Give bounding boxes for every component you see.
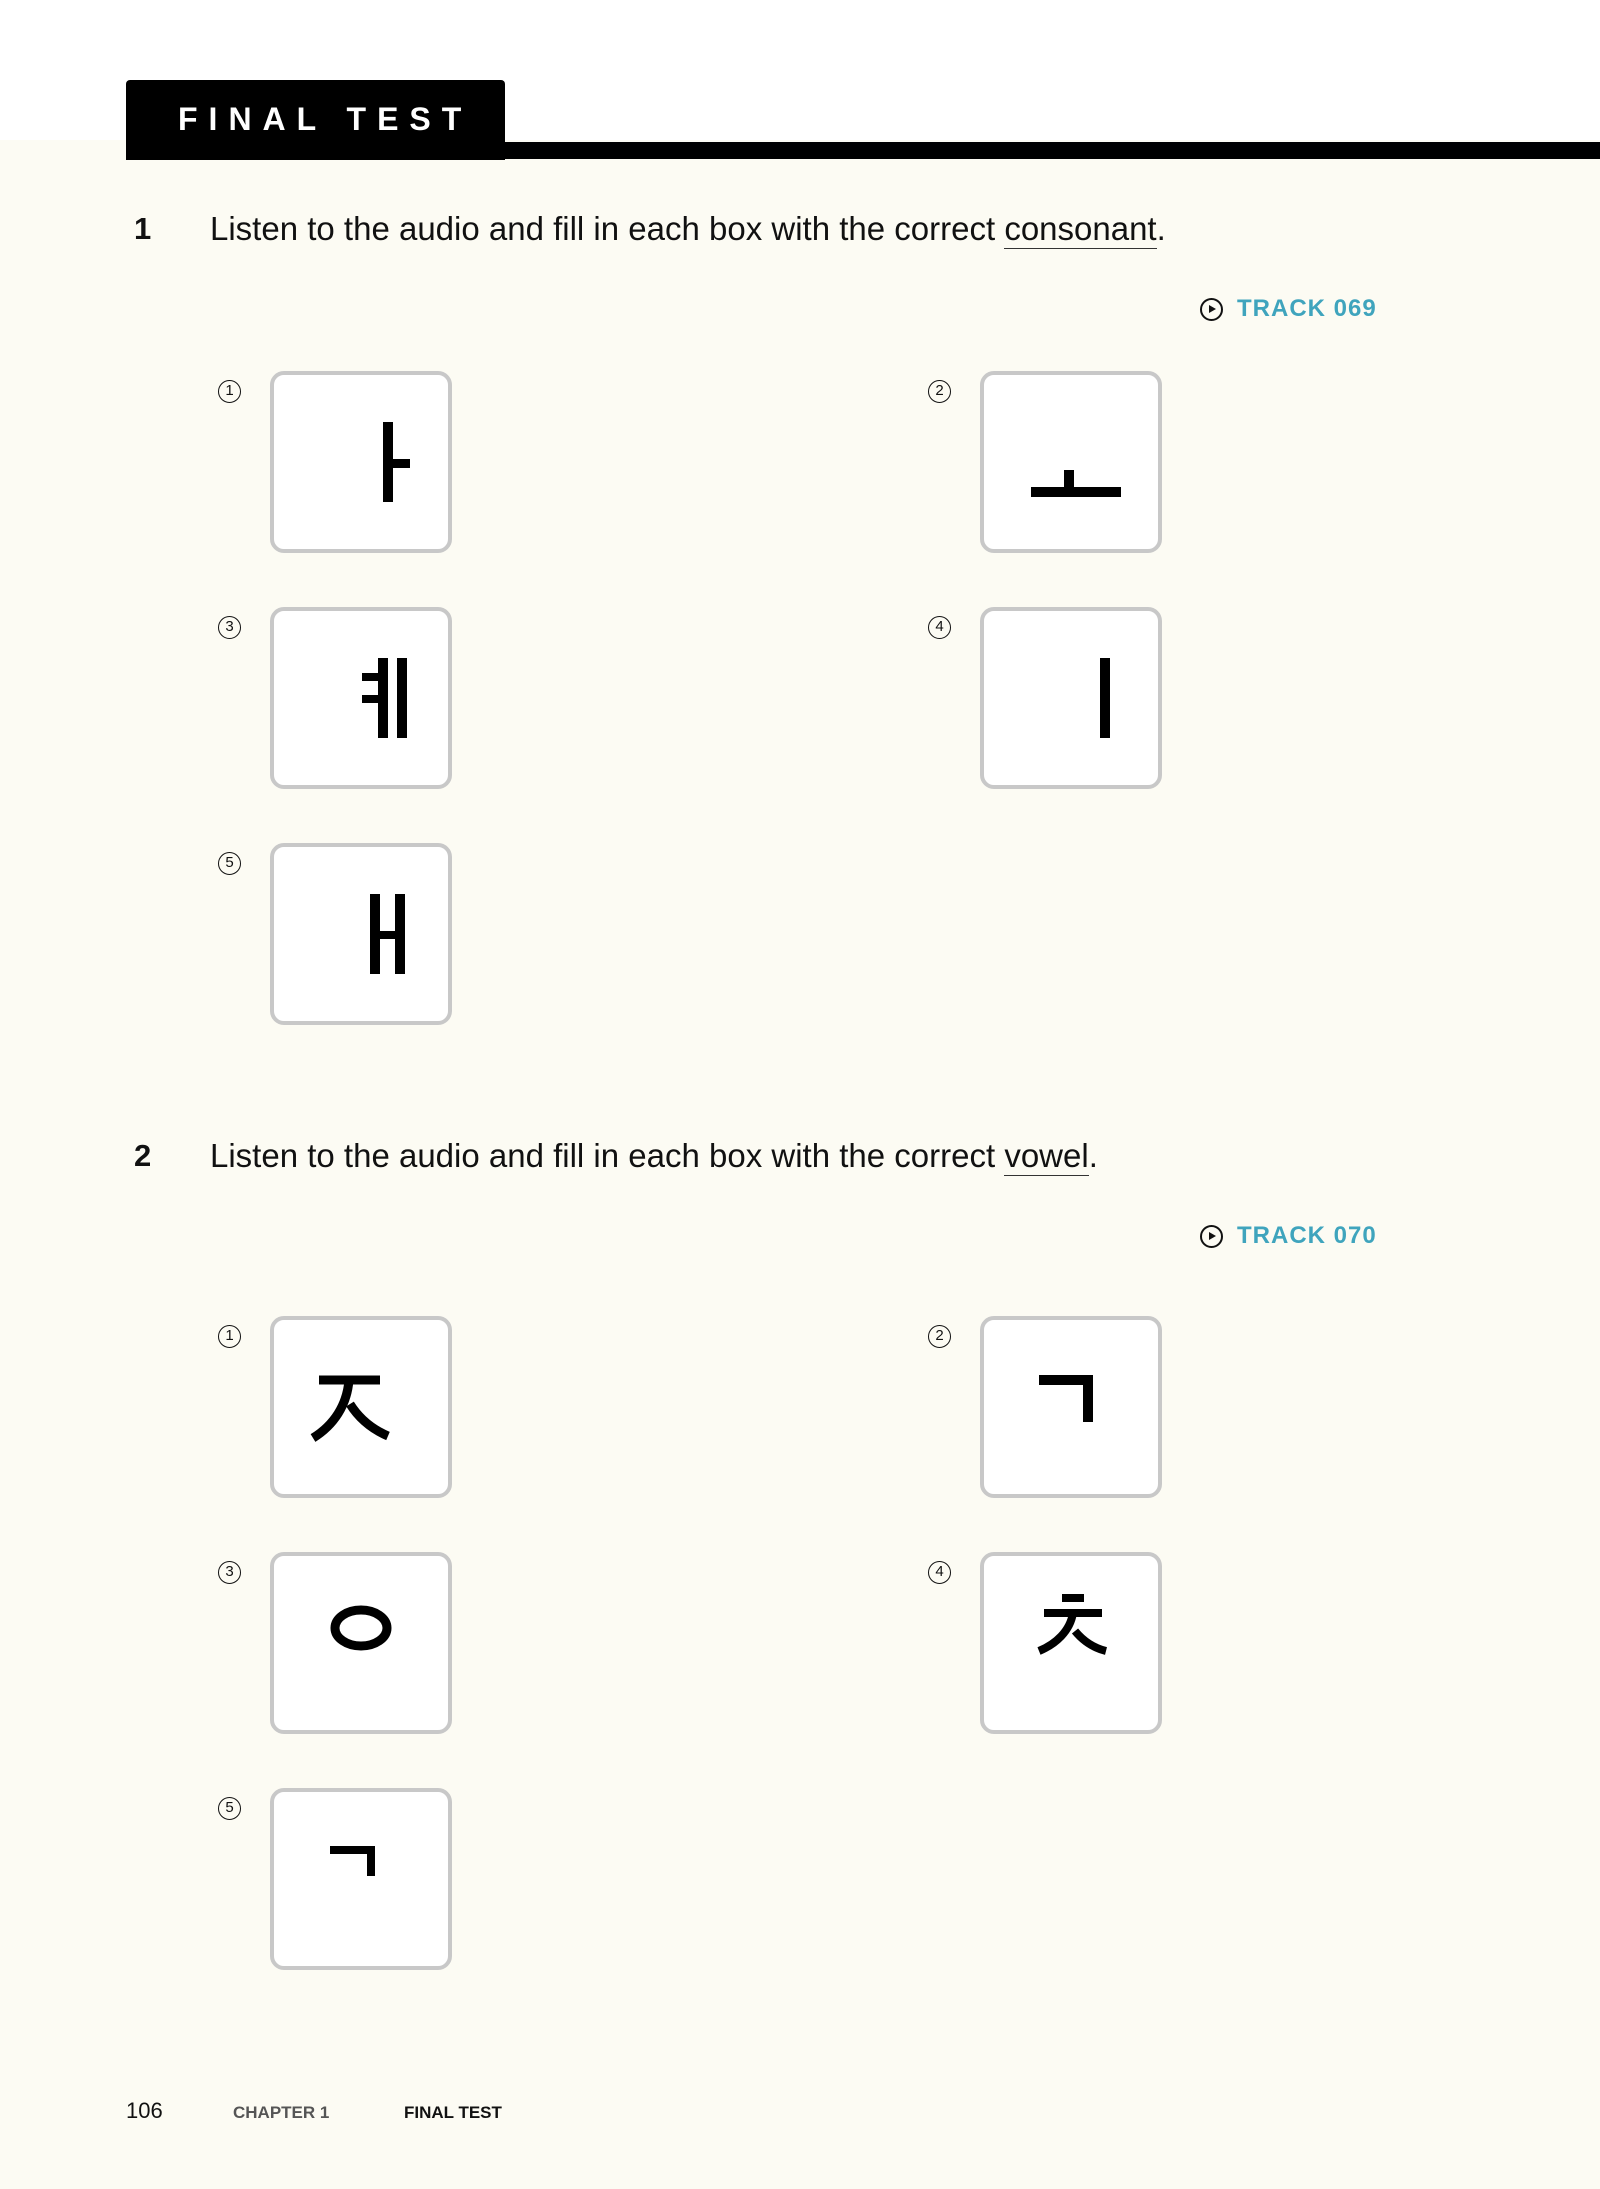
track-070[interactable] [1200,1222,1377,1250]
answer-box[interactable] [270,1788,452,1970]
consonant-ch-icon [984,1556,1158,1730]
answer-box[interactable] [270,1552,452,1734]
play-icon[interactable] [1200,298,1223,321]
question-1-number: 1 [134,211,152,246]
item-marker: 3 [218,616,241,639]
item-marker: 2 [928,1325,951,1348]
item-marker: 2 [928,380,951,403]
instruction-period: . [1156,210,1166,247]
consonant-g-icon [984,1320,1158,1494]
answer-box[interactable] [270,1316,452,1498]
footer-chapter: CHAPTER 1 [233,2103,330,2122]
instruction-text: Listen to the audio and fill in each box with the correct [210,1137,1005,1174]
footer-section: FINAL TEST [404,2103,502,2122]
vowel-ye-icon [274,611,448,785]
answer-box[interactable] [270,371,452,553]
consonant-j-icon [274,1320,448,1494]
answer-box[interactable] [980,1316,1162,1498]
question-2-number: 2 [134,1138,152,1173]
item-marker: 4 [928,1561,951,1584]
item-marker: 5 [218,1797,241,1820]
question-1-instruction [210,210,1166,248]
track-label: TRACK 069 [1237,295,1377,322]
vowel-a-icon [274,375,448,549]
instruction-text: Listen to the audio and fill in each box with the correct [210,210,1005,247]
vowel-o-icon [984,375,1158,549]
answer-box[interactable] [270,607,452,789]
item-marker: 5 [218,852,241,875]
answer-box[interactable] [980,1552,1162,1734]
track-069[interactable] [1200,295,1377,323]
consonant-ng-icon [274,1556,448,1730]
vowel-i-icon [984,611,1158,785]
instruction-keyword: consonant [1004,210,1157,247]
consonant-g-icon [274,1792,448,1966]
answer-box[interactable] [980,371,1162,553]
item-marker: 3 [218,1561,241,1584]
answer-box[interactable] [980,607,1162,789]
track-label: TRACK 070 [1237,1222,1377,1249]
answer-box[interactable] [270,843,452,1025]
header-tab: FINAL TEST [126,80,505,160]
item-marker: 1 [218,1325,241,1348]
play-icon[interactable] [1200,1225,1223,1248]
page-number: 106 [126,2098,163,2123]
instruction-period: . [1088,1137,1098,1174]
instruction-keyword: vowel [1004,1137,1089,1174]
item-marker: 4 [928,616,951,639]
vowel-ae-icon [274,847,448,1021]
item-marker: 1 [218,380,241,403]
question-2-instruction [210,1137,1098,1175]
